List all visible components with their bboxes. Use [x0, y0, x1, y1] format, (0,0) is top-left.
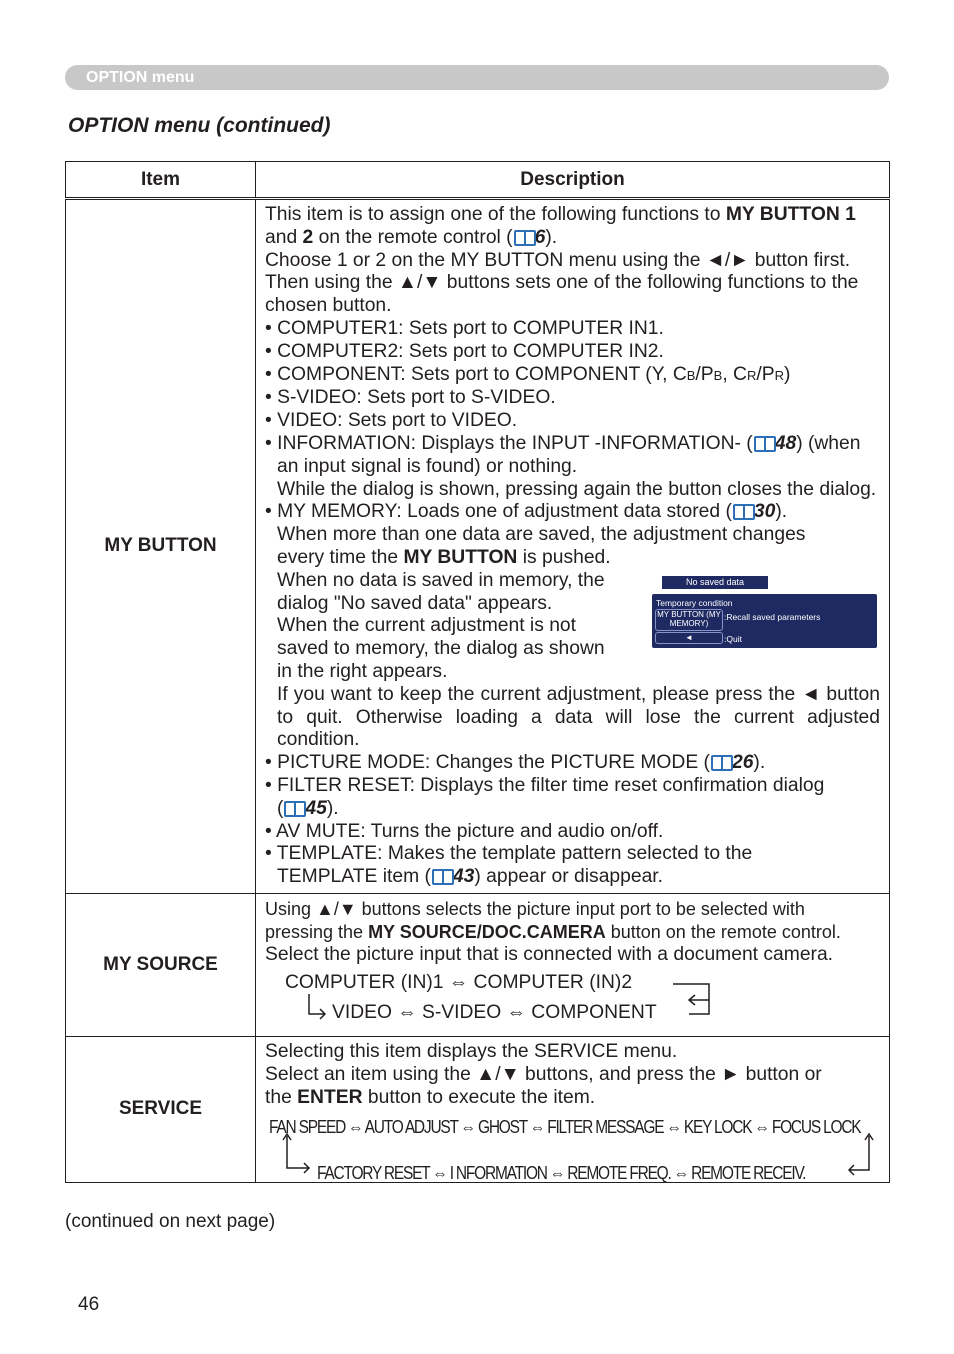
- text: When more than one data are saved, the adjustment changes: [277, 524, 806, 546]
- description-my-source: [256, 893, 890, 1036]
- subscript: B: [686, 367, 696, 383]
- list-item: [265, 752, 880, 775]
- option-table: [65, 161, 890, 1183]
- column-header-item: Item: [66, 162, 256, 199]
- text: TEMPLATE item (: [277, 866, 431, 888]
- item-service: SERVICE: [66, 1037, 256, 1182]
- dialog-illustration-area: [265, 570, 880, 684]
- page-ref[interactable]: 6: [534, 226, 546, 248]
- text: ).: [753, 752, 766, 774]
- loop-arrow-icon: [265, 966, 885, 1032]
- continued-note: (continued on next page): [65, 1211, 276, 1232]
- page-number: 46: [78, 1294, 100, 1315]
- text-bold: MY SOURCE/DOC.CAMERA: [368, 921, 606, 942]
- text: ) (when: [796, 432, 861, 454]
- item-my-button: MY BUTTON: [66, 199, 256, 894]
- text: Select an item using the ▲/▼ buttons, and press the ► button or: [265, 1064, 822, 1086]
- text: button on the remote control.: [605, 921, 841, 942]
- text: /P: [695, 363, 714, 385]
- page-ref[interactable]: 45: [305, 797, 327, 819]
- column-header-description: Description: [256, 162, 890, 199]
- flow-line-2: VIDEO ⇔ S-VIDEO ⇔ COMPONENT: [332, 1002, 657, 1024]
- text: Select the picture input that is connected with a document camera.: [265, 943, 834, 965]
- book-icon: [732, 503, 754, 518]
- book-icon: [513, 229, 535, 244]
- text: Using ▲/▼ buttons selects the picture input port to be selected with: [265, 898, 805, 919]
- subscript: R: [746, 367, 757, 383]
- text: (: [277, 797, 284, 819]
- text: in the right appears.: [277, 660, 448, 682]
- text: If you want to keep the current adjustment, please press the ◄ button to quit. Otherwise loading a data will lose the current adjusted condition.: [277, 683, 880, 751]
- text: • INFORMATION: Displays the INPUT -INFORMATION- (: [265, 432, 753, 454]
- section-header-bar: [65, 65, 889, 90]
- list-item: [265, 501, 880, 524]
- text-bold: 2: [302, 226, 314, 248]
- service-flow-diagram: [265, 1110, 880, 1183]
- text: on the remote control (: [313, 226, 513, 248]
- dialog-my-button: MY BUTTON (MY MEMORY): [655, 609, 723, 631]
- text: ).: [775, 501, 788, 523]
- text: saved to memory, the dialog as shown: [277, 638, 605, 660]
- text: [265, 866, 880, 889]
- list-item: • S-VIDEO: Sets port to S-VIDEO.: [265, 387, 556, 409]
- text: pressing the: [265, 921, 369, 942]
- text: Choose 1 or 2 on the MY BUTTON menu using the ◄/► button first. Then using the ▲/▼ buttons sets one of the following functions to the chosen button.: [265, 249, 859, 317]
- page-title: OPTION menu (continued): [68, 114, 331, 137]
- temporary-condition-dialog: [652, 594, 877, 648]
- text: dialog "No saved data" appears.: [277, 592, 553, 614]
- table-row: [66, 893, 890, 1036]
- text-bold: MY BUTTON 1: [725, 204, 856, 225]
- text: While the dialog is shown, pressing again the button closes the dialog.: [277, 478, 877, 500]
- dialog-recall-label: :Recall saved parameters: [724, 611, 821, 622]
- list-item: • FILTER RESET: Displays the filter time reset confirmation dialog: [265, 774, 825, 796]
- text: Selecting this item displays the SERVICE menu.: [265, 1041, 678, 1063]
- list-item: [265, 433, 880, 456]
- text: When no data is saved in memory, the: [277, 569, 605, 591]
- flow-line-1: FAN SPEED ⇔ AUTO ADJUST ⇔ GHOST ⇔ FILTER MESSAGE ⇔ KEY LOCK ⇔ FOCUS LOCK: [269, 1116, 861, 1137]
- text: ): [783, 363, 791, 385]
- text: [265, 798, 880, 821]
- loop-arrow-icon: [265, 1110, 885, 1178]
- table-header-row: [66, 162, 890, 199]
- page-ref[interactable]: 43: [452, 866, 475, 888]
- book-icon: [283, 800, 305, 815]
- text: This item is to assign one of the following functions to: [265, 204, 726, 225]
- book-icon: [431, 868, 453, 883]
- text: is pushed.: [517, 546, 611, 568]
- description-service: [256, 1037, 890, 1182]
- list-item: • COMPUTER1: Sets port to COMPUTER IN1.: [265, 317, 664, 339]
- text: the: [265, 1086, 298, 1108]
- page-ref[interactable]: 30: [753, 501, 776, 523]
- item-my-source: MY SOURCE: [66, 893, 256, 1036]
- dialog-title: Temporary condition: [656, 597, 733, 608]
- text: an input signal is found) or nothing.: [277, 455, 578, 477]
- list-item: • AV MUTE: Turns the picture and audio on/off.: [265, 820, 664, 842]
- text: [265, 1087, 880, 1110]
- text: , C: [722, 363, 747, 385]
- book-icon: [753, 435, 775, 450]
- page-ref[interactable]: 26: [731, 752, 754, 774]
- text: ) appear or disappear.: [474, 866, 664, 888]
- text: [265, 921, 880, 944]
- dialog-left-button: ◄: [655, 632, 723, 644]
- flow-line-1: COMPUTER (IN)1 ⇔ COMPUTER (IN)2: [285, 972, 633, 994]
- text: • PICTURE MODE: Changes the PICTURE MODE (: [265, 752, 710, 774]
- page-ref[interactable]: 48: [774, 432, 797, 454]
- section-header-label: OPTION menu: [86, 69, 195, 86]
- text: • COMPONENT: Sets port to COMPONENT (Y, C: [265, 363, 687, 385]
- list-item: • TEMPLATE: Makes the template pattern selected to the: [265, 843, 753, 865]
- subscript: R: [774, 367, 784, 383]
- book-icon: [710, 754, 732, 769]
- text: ).: [326, 797, 339, 819]
- list-item: • VIDEO: Sets port to VIDEO.: [265, 410, 518, 432]
- text: and: [265, 226, 303, 248]
- text-bold: ENTER: [297, 1086, 363, 1108]
- flow-line-2: FACTORY RESET ⇔ I NFORMATION ⇔ REMOTE FREQ. ⇔ REMOTE RECEIV.: [317, 1162, 806, 1183]
- text: every time the: [277, 546, 404, 568]
- list-item: [265, 364, 880, 388]
- table-row: [66, 1037, 890, 1182]
- subscript: B: [713, 367, 723, 383]
- text: When the current adjustment is not: [277, 615, 577, 637]
- table-row: [66, 199, 890, 894]
- text-bold: MY BUTTON: [403, 546, 518, 568]
- source-flow-diagram: [265, 966, 880, 1032]
- no-saved-data-dialog: No saved data: [662, 576, 768, 589]
- text: • MY MEMORY: Loads one of adjustment data stored (: [265, 501, 732, 523]
- text: /P: [756, 363, 775, 385]
- text: ).: [545, 226, 558, 248]
- dialog-quit-label: :Quit: [724, 633, 742, 644]
- text: button to execute the item.: [362, 1086, 596, 1108]
- list-item: • COMPUTER2: Sets port to COMPUTER IN2.: [265, 340, 664, 362]
- description-my-button: [256, 199, 890, 894]
- text: [265, 547, 880, 570]
